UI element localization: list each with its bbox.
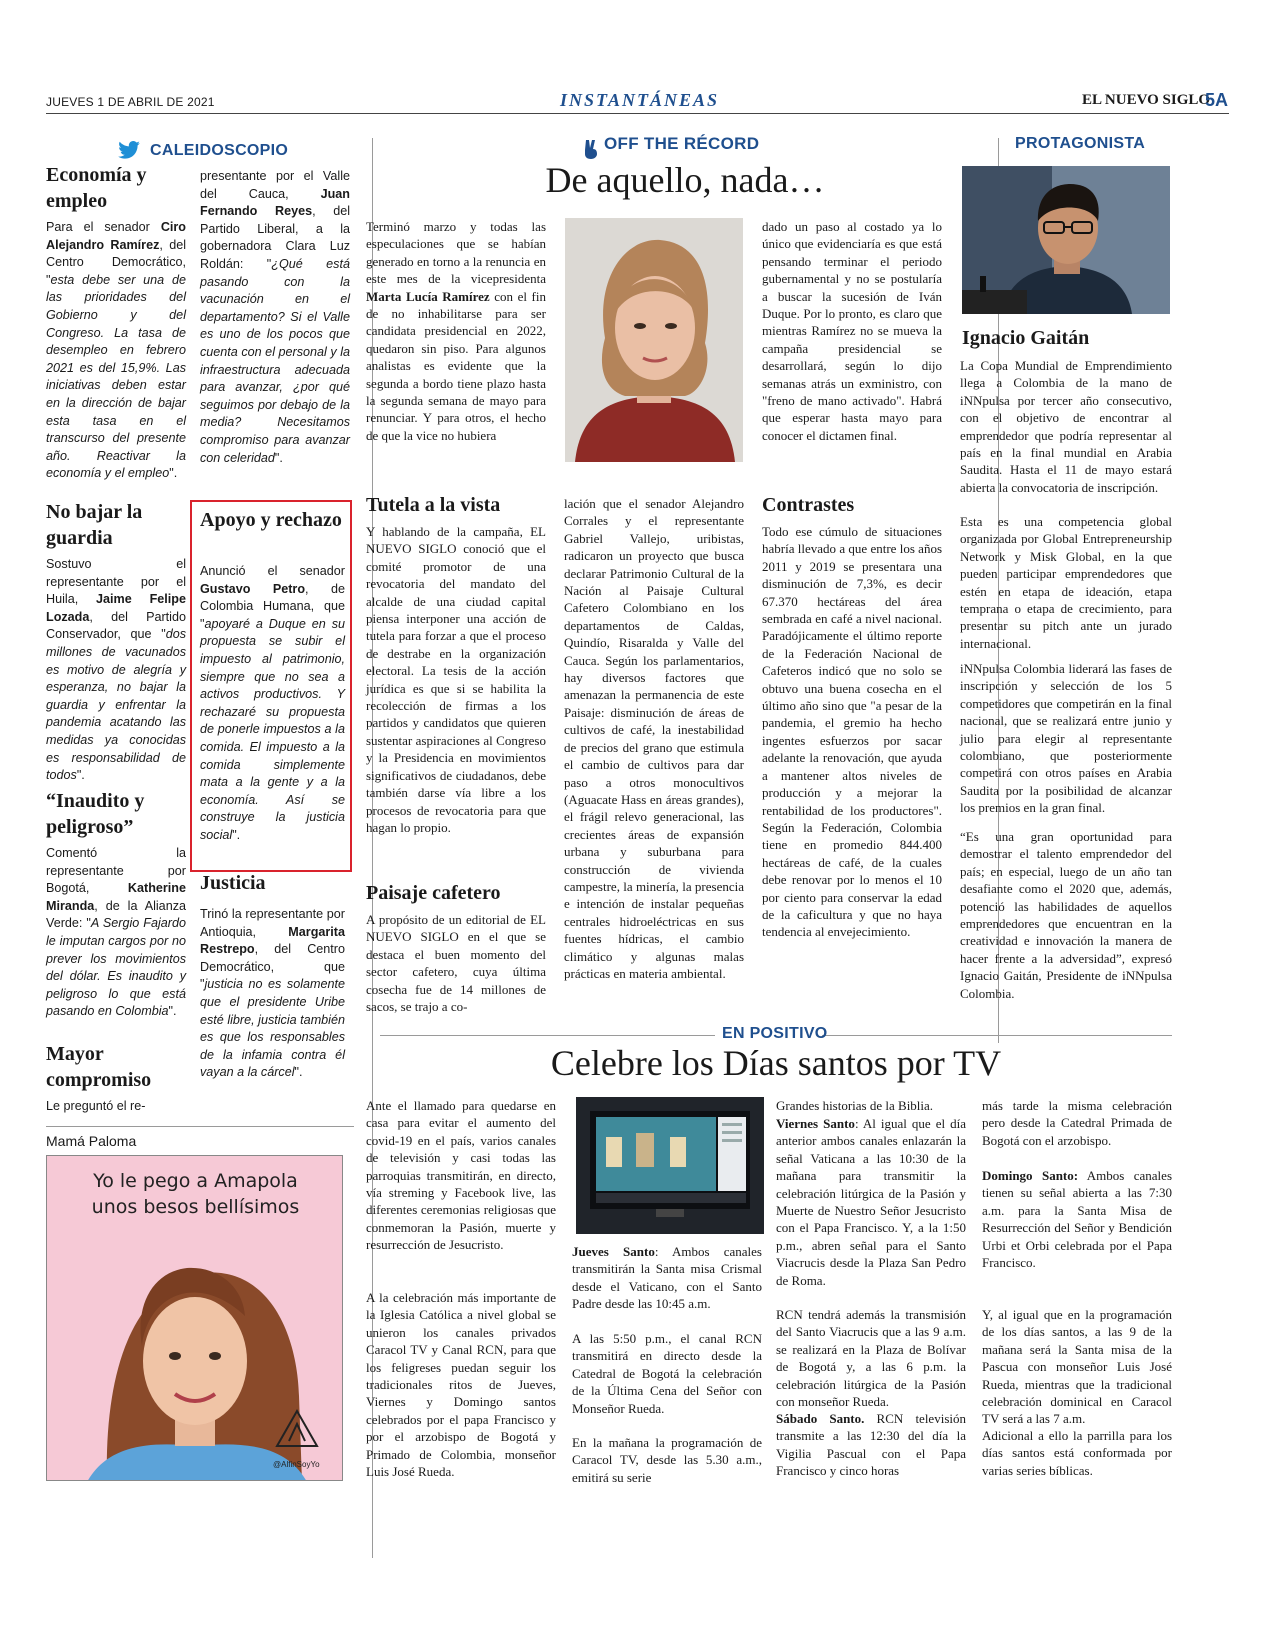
headline-economia: Economía y empleo xyxy=(46,164,147,212)
positivo-paragraph-5: En la mañana la programación de Caracol TV, desde las 5.30 a.m., emitirá su serie xyxy=(572,1435,762,1485)
cartoon-panel xyxy=(46,1155,343,1481)
positivo-paragraph-12: Y, al igual que en la programación de los días santos, a las 9 de la mañana será la Santa misa de la Pascua con monseñor Luis José Rueda, mientras que la tradicional celebración dominical en Caracol TV será a las 7 a.m. xyxy=(982,1307,1172,1427)
paragraph-mayor-compromiso: Le preguntó el re- xyxy=(46,1099,146,1113)
positivo-paragraph-6: Grandes historias de la Biblia. xyxy=(776,1098,934,1113)
record-paragraph-2: dado un paso al costado ya lo único que evidenciaría es que está pensando terminar el periodo gubernamental y no se postularía a buscar la sucesión de Iván Duque. Por lo pronto, es claro que mientras Ramírez no se mueva la campaña presidencial se desarrollará, según lo dijo semanas atrás un exministro, con "freno de mano activado". Habrá que esperar hasta mayo para conocer el dictamen final. xyxy=(762,219,942,443)
paragraph-apoyo-rechazo: Anunció el senador Gustavo Petro, de Colombia Humana, que "apoyaré a Duque en su propuesta se subir el impuesto al patrimonio, siempre que no sea a activos productivos. Y rechazaré su propuesta de ponerle impuestos a la comida. El impuesto a la comida simplemente mata a la gente y a la economía. Así se construye la justicia social". xyxy=(200,564,345,842)
protagonista-label: PROTAGONISTA xyxy=(1015,135,1146,152)
protagonista-paragraph-3: iNNpulsa Colombia liderará las fases de inscripción y selección de los 5 competidores que competirán en la final nacional, que se realizará entre junio y julio para elegir al representante colombiano, que posteriormente competirá con otros países en Arabia Saudita por la posibilidad de alcanzar los premios en la gran final. xyxy=(960,661,1172,816)
positivo-paragraph-9: Sábado Santo. RCN televisión transmite a las 12:30 del día la Vigilia Pascual con el Papa Francisco y cinco horas xyxy=(776,1411,966,1479)
record-paragraph-tutela: Y hablando de la campaña, EL NUEVO SIGLO conoció que el comité promotor de una revocatoria del mandato del alcalde de una ciudad capital piensa interponer una acción de tutela para forzar a que el proceso de destrabe en la organización electoral. La tesis de la acción jurídica es que si se habilita la recolección de firmas a los partidos y candidatos que quieren sustentar aspiraciones al Congreso y la Presidencia en movimientos significativos de ciudadanos, debe también darse vía libre a los procesos de revocatoria para que hagan lo propio. xyxy=(366,524,546,835)
headline-inaudito: “Inaudito y peligroso” xyxy=(46,790,145,838)
victory-hand-icon xyxy=(583,139,599,159)
positivo-rule-left xyxy=(380,1035,715,1036)
masthead-date: JUEVES 1 DE ABRIL DE 2021 xyxy=(46,95,215,109)
masthead-page: 5A xyxy=(1205,90,1229,110)
positivo-paragraph-13: Adicional a ello la parrilla para los días santos está conformada por varias series bíblicas. xyxy=(982,1428,1172,1478)
paragraph-no-bajar: Sostuvo el representante por el Huila, Jaime Felipe Lozada, del Partido Conservador, que "dos millones de vacunados es motivo de alegría y esperanza, no bajar la guardia y enfrentar la pandemia acatando las medidas ya conocidas es responsabilidad de todos". xyxy=(46,557,186,783)
positivo-rule-right xyxy=(822,1035,1172,1036)
headline-apoyo-rechazo: Apoyo y rechazo xyxy=(200,509,342,531)
record-label: OFF THE RÉCORD xyxy=(604,134,760,153)
positivo-paragraph-7: Viernes Santo: Al igual que el día anterior ambos canales enlazarán la señal Vaticana a las 10:30 de la mañana para transmitir la celebración litúrgica de la Pasión y Muerte de Nuestro Señor Jesucristo con el Papa Francisco. Y, a la 1:50 p.m., abren señal para el Santo Viacrucis desde la Plaza San Pedro de Roma. xyxy=(776,1116,967,1288)
headline-mayor-compromiso: Mayor compromiso xyxy=(46,1043,152,1091)
positivo-paragraph-1: Ante el llamado para quedarse en casa para evitar el aumento del covid-19 en el país, varios canales de televisión y casi todas las parroquias transmitirán, en directo, vía streming y Facebook live, las diferentes ceremonias religiosas que conmemoran la Pasión, muerte y resurrección de Jesucristo. xyxy=(366,1098,556,1253)
positivo-paragraph-8: RCN tendrá además la transmisión del Santo Viacrucis que a las 9 a.m. se realizará en la Plaza de Bolívar de Bogotá y, a las 6 p.m. la celebración litúrgica de la Pasión con monseñor Rueda. xyxy=(776,1307,966,1410)
record-paragraph-paisaje-cont: lación que el senador Alejandro Corrales y el representante Gabriel Vallejo, uribistas, radicaron un proyecto que busca declarar Patrimonio Cultural de la Nación al Paisaje Cultural Cafetero Colombiano en los departamentos de Caldas, Quindío, Risaralda y Valle del Cauca. Según los parlamentarios, hay diversos factores que amenazan la permanencia de este Paisaje: disminución de áreas de cultivos de café, la inestabilidad de precios del grano que estimula el cambio de cultivos para dar paso a otros monocultivos (Aguacate Hass en áreas grandes), el frágil relevo generacional, las crecientes áreas de expansión urbana y suburbana para construcción de vivienda campestre, la minería, la presencia e intención de instalar pequeñas centrales hidroeléctricas en sus fuentes hídricas, el cambio climático y algunas malas prácticas en materia ambiental. xyxy=(564,496,744,981)
vice-president-photo xyxy=(565,218,743,462)
protagonista-paragraph-4: “Es una gran oportunidad para demostrar el talento emprendedor del país; en especial, luego de un año tan desafiante como el 2020 que, además, potenció las habilidades de aquellos emprendedores que encuentran en la creatividad e innovación la manera de hacer frente a la adversidad”, expresó Ignacio Gaitán, Presidente de iNNpulsa Colombia. xyxy=(960,829,1172,1001)
masthead-rule xyxy=(46,113,1229,114)
paragraph-economia: Para el senador Ciro Alejandro Ramírez, del Centro Democrático, "esta debe ser una de las prioridades del Gobierno y del Congreso. La tasa de desempleo en febrero 2021 es del 15,9%. Las iniciativas deben estar en la dirección de bajar esta tasa en el transcurso del presente año. Reactivar la economía y el empleo". xyxy=(46,220,186,481)
protagonista-paragraph-1: La Copa Mundial de Emprendimiento llega a Colombia de la mano de iNNpulsa por tercer año consecutivo, con el objetivo de encontrar al emprendedor que podría representar al país en la final mundial en Arabia Saudita. Hasta el 11 de mayo estará abierta la convocatoria de inscripción. xyxy=(960,358,1172,495)
caleidoscopio-label: CALEIDOSCOPIO xyxy=(150,142,289,159)
positivo-label: EN POSITIVO xyxy=(722,1025,828,1042)
paragraph-mayor-compromiso-cont: presentante por el Valle del Cauca, Juan Fernando Reyes, del Partido Liberal, a la gobernadora Clara Luz Roldán: "¿Qué está pasando con la vacunación en el departamento? Si el Valle es uno de los pocos que cuenta con el personal y la infraestructura adecuada para avanzar, ¿por qué seguimos por debajo de la media? Necesitamos compromiso para avanzar con celeridad". xyxy=(200,169,350,465)
positivo-title: Celebre los Días santos por TV xyxy=(550,1043,1002,1083)
paragraph-justicia: Trinó la representante por Antioquia, Margarita Restrepo, del Centro Democrático, que "justicia no es solamente que el presidente Uribe esté libre, justicia también es que los responsables de la infamia contra él vayan a la cárcel". xyxy=(200,907,345,1080)
paragraph-inaudito: Comentó la representante por Bogotá, Katherine Miranda, de la Alianza Verde: "A Sergio Fajardo le imputan cargos por no prever los movimientos del dólar. Es inaudito y peligroso lo que está pasando en Colombia". xyxy=(46,846,186,1019)
cartoon-illustration xyxy=(47,1156,343,1481)
masthead-paper: EL NUEVO SIGLO xyxy=(1082,92,1211,108)
record-title: De aquello, nada… xyxy=(545,160,825,200)
record-paragraph-1: Terminó marzo y todas las especulaciones que se habían generado en torno a la renuncia en este mes de la vicepresidenta Marta Lucía Ramírez con el fin de no inhabilitarse para ser candidata presidencial en 2022, quedaron sin piso. Para algunos analistas es evidente que la segunda a bordo tiene plazo hasta la segunda semana de mayo para renunciar. Y para otros, el hecho de que la vice no hubiera xyxy=(366,219,547,443)
cartoon-caption-1: Yo le pego a Amapola xyxy=(93,1170,298,1192)
positivo-paragraph-11: Domingo Santo: Ambos canales tienen su señal abierta a las 7:30 a.m. para la Santa Misa de Resurrección del Señor y Bendición Urbi et Orbi celebrada por el Papa Francisco. xyxy=(982,1168,1172,1271)
headline-paisaje: Paisaje cafetero xyxy=(366,882,501,904)
positivo-paragraph-2: A la celebración más importante de la Iglesia Católica a nivel global se unieron los canales privados Caracol TV y Canal RCN, para que los feligreses puedan seguir los tradicionales ritos de Jueves, Viernes y Domingo santos celebrados por el papa Francisco y por el arzobispo de Bogotá y Primado de Colombia, monseñor Luis José Rueda. xyxy=(366,1290,556,1480)
cartoon-label: Mamá Paloma xyxy=(46,1133,137,1149)
headline-tutela: Tutela a la vista xyxy=(366,494,501,516)
headline-justicia: Justicia xyxy=(200,872,266,894)
record-paragraph-contrastes: Todo ese cúmulo de situaciones habría llevado a que entre los años 2011 y 2019 se presentara una disminución de 7,3%, es decir 67.370 hectáreas del área sembrada en café a nivel nacional. Paradójicamente el último reporte de la Federación Nacional de Cafeteros indicó que no solo se obtuvo una buena cosecha en el último año sino que "a pesar de la pandemia, el gremio ha hecho ingentes esfuerzos por sacar adelante la renovación, que ayuda a mantener altos niveles de producción y a mejorar la rentabilidad de los productores". Según la Federación, Colombia tiene en promedio 844.400 hectáreas de café, de la cuales debe renovar por lo menos el 10 por ciento para conservar la edad de la caficultura y que no haya tendencia al envejecimiento. xyxy=(762,524,942,940)
record-paragraph-paisaje: A propósito de un editorial de EL NUEVO SIGLO en el que se destaca el buen momento del sector cafetero, cuya última cosecha fue de 14 millones de sacos, se trajo a co- xyxy=(366,912,546,1015)
cartoon-caption-2: unos besos bellísimos xyxy=(91,1196,300,1218)
positivo-paragraph-4: A las 5:50 p.m., el canal RCN transmitirá en directo desde la Catedral de Bogotá la celebración de la Última Cena del Señor con Monseñor Rueda. xyxy=(572,1331,762,1416)
twitter-bird-icon xyxy=(118,141,140,159)
protagonista-name: Ignacio Gaitán xyxy=(962,327,1090,349)
positivo-paragraph-3: Jueves Santo: Ambos canales transmitirán la Santa misa Crismal desde el Vaticano, con el Santo Padre desde las 10:45 a.m. xyxy=(572,1244,762,1312)
tv-broadcast-photo xyxy=(576,1097,764,1234)
ignacio-gaitan-photo xyxy=(962,166,1170,314)
protagonista-paragraph-2: Esta es una competencia global organizada por Global Entrepreneurship Network y Misk Global, en la que pueden participar emprendedores que estén en etapa de ideación, etapa temprana o etapa de crecimiento, para presentar su pitch ante un jurado internacional. xyxy=(960,514,1172,651)
masthead-section: INSTANTÁNEAS xyxy=(560,90,720,110)
positivo-paragraph-10: más tarde la misma celebración pero desde la Catedral Primada de Bogotá con el arzobispo. xyxy=(982,1098,1172,1148)
headline-contrastes: Contrastes xyxy=(762,494,855,516)
cartoon-rule xyxy=(46,1126,354,1127)
headline-no-bajar: No bajar la guardia xyxy=(46,501,143,549)
cartoon-credit: @AlfinSoyYo xyxy=(273,1460,320,1469)
